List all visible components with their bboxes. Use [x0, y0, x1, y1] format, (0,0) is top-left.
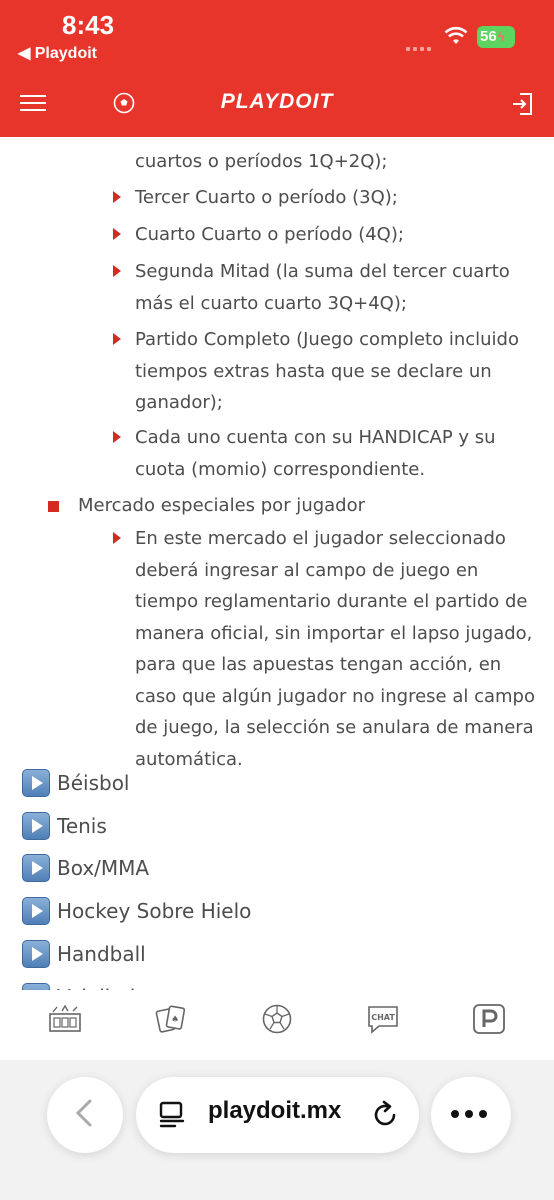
- main-bullet-square: [48, 501, 59, 512]
- bullet-text: Segunda Mitad (la suma del tercer cuarto más el cuarto cuarto 3Q+4Q);: [135, 261, 510, 314]
- chevron-left-icon: [75, 1099, 93, 1127]
- play-button-icon: [22, 897, 50, 925]
- bullet-text: Cada uno cuenta con su HANDICAP y su cuota (momio) correspondiente.: [135, 427, 496, 480]
- cards-icon[interactable]: [154, 1003, 188, 1035]
- reader-mode-icon: [158, 1101, 186, 1129]
- play-button-icon: [22, 812, 50, 840]
- back-button[interactable]: [47, 1077, 123, 1153]
- svg-text:♠: ♠: [170, 1015, 180, 1025]
- bullet-triangle: [113, 191, 121, 203]
- bullet-text: En este mercado el jugador seleccionado deberá ingresar al campo de juego en tiempo reglamentario durante el partido de manera oficial, sin importar el lapso jugado, para que las apuestas tengan acción, en caso que algún jugador no ingrese al campo de juego, la selección se anulara de manera automática.: [135, 528, 535, 770]
- main-item: Mercado especiales por jugador: [78, 495, 366, 516]
- wifi-icon: [444, 26, 468, 46]
- bullet-text: Cuarto Cuarto o período (4Q);: [135, 224, 404, 245]
- playdoit-p-icon[interactable]: [472, 1003, 506, 1035]
- chat-icon[interactable]: [366, 1003, 400, 1035]
- partial-line: cuartos o períodos 1Q+2Q);: [135, 151, 388, 172]
- battery-level: 56: [480, 28, 497, 45]
- clock: 8:43: [62, 10, 115, 40]
- url-text: playdoit.mx: [208, 1097, 342, 1124]
- address-bar[interactable]: [136, 1077, 419, 1153]
- soccer-ball-icon[interactable]: [260, 1003, 294, 1035]
- play-button-icon: [22, 854, 50, 882]
- ellipsis-icon: [451, 1110, 493, 1118]
- bullet-triangle: [113, 265, 121, 277]
- rules-content: cuartos o períodos 1Q+2Q); Tercer Cuarto o período (3Q); Cuarto Cuarto o período (4Q); Segunda Mitad (la suma del tercer cuarto más el cuarto cuarto 3Q+4Q); Partido Completo (Juego completo incluido tiempos extras hasta que se declare un ganador); Cada uno cuenta con su HANDICAP y su cuota (momio) correspondiente. Mercado especiales por jugador En este mercado el jugador seleccionado deberá ingresar al campo de juego en tiempo reglamentario durante el partido de manera oficial, sin importar el lapso jugado, para que las apuestas tengan acción, en caso que algún jugador no ingrese al campo de juego, la selección se anulara de manera automática. Béisbol Tenis Box/MMA Hockey Sobre Hielo Handball: [0, 137, 554, 990]
- reload-icon[interactable]: [370, 1100, 400, 1130]
- cellular-signal-icon: [406, 36, 434, 44]
- more-options-button[interactable]: [431, 1077, 511, 1153]
- play-button-icon: [22, 940, 50, 968]
- bullet-triangle: [113, 431, 121, 443]
- svg-text:CHAT: CHAT: [371, 1013, 395, 1022]
- charging-bolt-icon: ϟ: [497, 29, 505, 44]
- back-to-app-link[interactable]: ◀ Playdoit: [18, 45, 97, 62]
- brand-logo[interactable]: PLAYDOIT: [220, 90, 334, 113]
- bullet-triangle: [113, 228, 121, 240]
- status-bar: [0, 0, 554, 80]
- login-icon[interactable]: [511, 92, 533, 116]
- slots-icon[interactable]: [48, 1003, 82, 1035]
- bullet-text: Partido Completo (Juego completo incluido tiempos extras hasta que se declare un ganador);: [135, 329, 519, 413]
- bullet-triangle: [113, 532, 121, 544]
- bullet-triangle: [113, 333, 121, 345]
- battery-indicator: [477, 26, 515, 48]
- play-button-icon: [22, 769, 50, 797]
- bullet-text: Tercer Cuarto o período (3Q);: [135, 187, 398, 208]
